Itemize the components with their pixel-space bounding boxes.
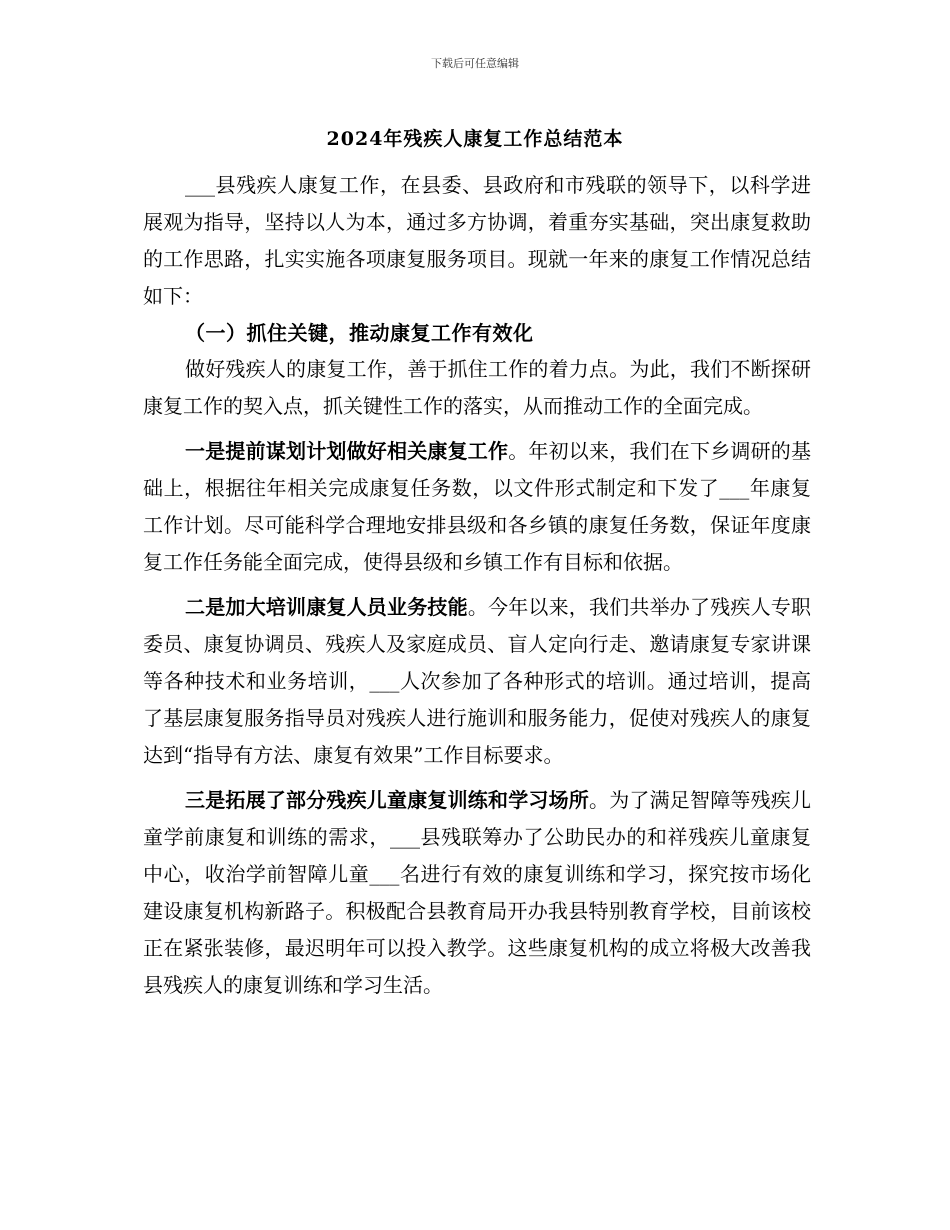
- point-lead-3: 三是拓展了部分残疾儿童康复训练和学习场所: [185, 788, 589, 812]
- point-lead-1: 一是提前谋划计划做好相关康复工作: [185, 439, 509, 463]
- document-body: [143, 167, 811, 1004]
- section-paragraph: 做好残疾人的康复工作，善于抓住工作的着力点。为此，我们不断探研康复工作的契入点，抓关键性工作的落实，从而推动工作的全面完成。: [143, 357, 811, 418]
- point-text-3: 。为了满足智障等残疾儿童学前康复和训练的需求，___县残联筹办了公助民办的和祥残疾儿童康复中心，收治学前智障儿童___名进行有效的康复训练和学习，探究按市场化建设康复机构新路子。积极配合县教育局开办我县特别教育学校，目前该校正在紧张装修，最迟明年可以投入教学。这些康复机构的成立将极大改善我县残疾人的康复训练和学习生活。: [143, 788, 811, 997]
- section-heading: （一）抓住关键，推动康复工作有效化: [185, 321, 534, 345]
- intro-paragraph: ___县残疾人康复工作，在县委、县政府和市残联的领导下，以科学进展观为指导，坚持以人为本，通过多方协调，着重夯实基础，突出康复救助的工作思路，扎实实施各项康复服务项目。现就一年来的康复工作情况总结如下：: [143, 173, 811, 308]
- point-text-1: 。年初以来，我们在下乡调研的基础上，根据往年相关完成康复任务数，以文件形式制定和下发了___年康复工作计划。尽可能科学合理地安排县级和各乡镇的康复任务数，保证年度康复工作任务能全面完成，使得县级和乡镇工作有目标和依据。: [143, 439, 812, 574]
- point-lead-2: 二是加大培训康复人员业务技能: [185, 595, 468, 619]
- point-paragraph-2: [143, 589, 811, 774]
- header-note: 下载后可任意编辑: [431, 57, 519, 70]
- point-paragraph-3: [143, 782, 811, 1004]
- point-paragraph-1: [143, 433, 811, 581]
- document-title: 2024年残疾人康复工作总结范本: [326, 128, 624, 150]
- point-text-2: 。今年以来，我们共举办了残疾人专职委员、康复协调员、残疾人及家庭成员、盲人定向行走、邀请康复专家讲课等各种技术和业务培训，___人次参加了各种形式的培训。通过培训，提高了基层康复服务指导员对残疾人进行施训和服务能力，促使对残疾人的康复达到“指导有方法、康复有效果”工作目标要求。: [143, 595, 812, 767]
